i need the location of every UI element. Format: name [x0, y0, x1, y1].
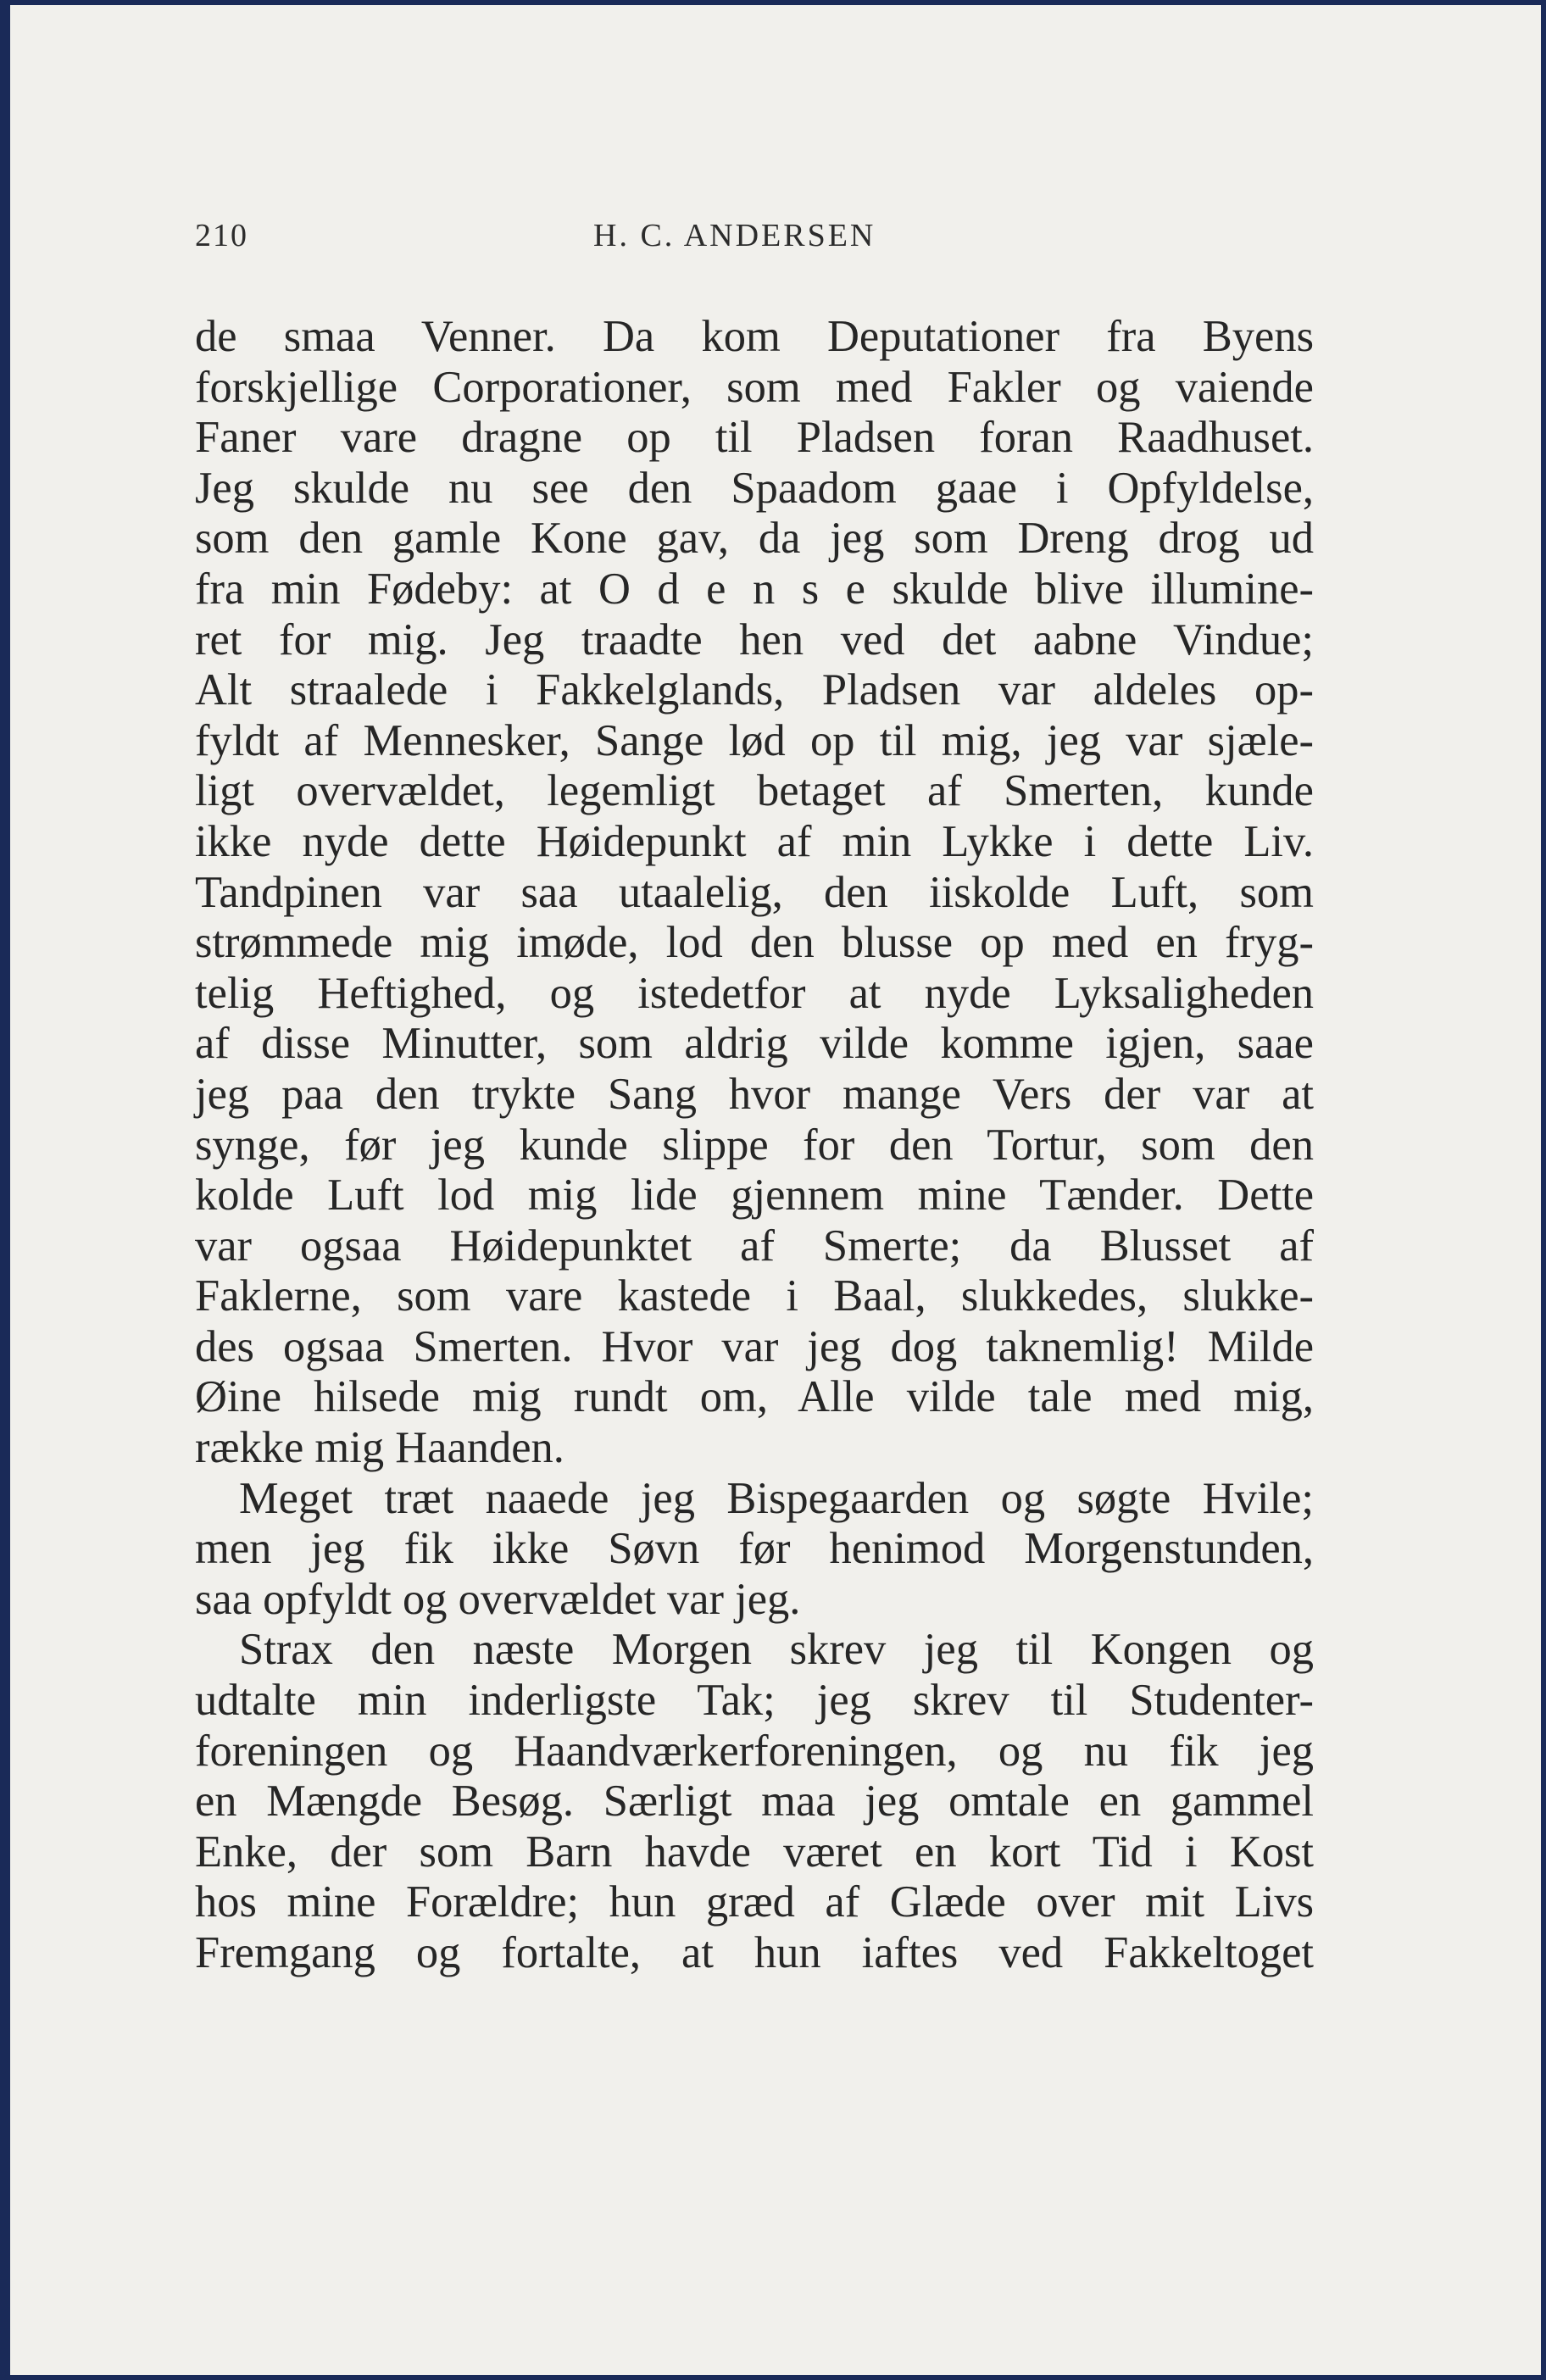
text-line: kolde Luft lod mig lide gjennem mine Tænder. Dette — [195, 1171, 1314, 1221]
text-line: Øine hilsede mig rundt om, Alle vilde tale med mig, — [195, 1372, 1314, 1422]
text-line: jeg paa den trykte Sang hvor mange Vers der var at — [195, 1069, 1314, 1119]
paragraph — [195, 1625, 1314, 1978]
text-line: Faner vare dragne op til Pladsen foran Raadhuset. — [195, 413, 1314, 463]
text-line: Alt straalede i Fakkelglands, Pladsen var aldeles op- — [195, 665, 1314, 715]
text-line: ikke nyde dette Høidepunkt af min Lykke i dette Liv. — [195, 816, 1314, 866]
text-line: fyldt af Mennesker, Sange lød op til mig, jeg var sjæle- — [195, 715, 1314, 765]
text-line: af disse Minutter, som aldrig vilde komme igjen, saae — [195, 1019, 1314, 1069]
body-text — [195, 312, 1314, 1979]
text-line: synge, før jeg kunde slippe for den Tortur, som den — [195, 1120, 1314, 1170]
text-line: Fremgang og fortalte, at hun iaftes ved Fakkeltoget — [195, 1928, 1314, 1977]
text-line: fra min Fødeby: at O d e n s e skulde blive illumine- — [195, 564, 1314, 614]
text-line: telig Heftighed, og istedetfor at nyde Lyksaligheden — [195, 968, 1314, 1018]
page-number: 210 — [195, 218, 248, 253]
text-line: foreningen og Haandværkerforeningen, og nu fik jeg — [195, 1726, 1314, 1776]
paragraph — [195, 1474, 1314, 1626]
text-line: de smaa Venner. Da kom Deputationer fra Byens — [195, 312, 1314, 361]
text-line: des ogsaa Smerten. Hvor var jeg dog taknemlig! Milde — [195, 1321, 1314, 1371]
text-line: forskjellige Corporationer, som med Fakler og vaiende — [195, 362, 1314, 412]
text-line: ret for mig. Jeg traadte hen ved det aabne Vindue; — [195, 614, 1314, 665]
running-head: H. C. ANDERSEN — [593, 218, 876, 253]
text-line: Meget træt naaede jeg Bispegaarden og søgte Hvile; — [239, 1473, 1314, 1523]
text-line: var ogsaa Høidepunktet af Smerte; da Blusset af — [195, 1221, 1314, 1271]
text-line: hos mine Forældre; hun græd af Glæde over mit Livs — [195, 1877, 1314, 1927]
text-line: række mig Haanden. — [195, 1423, 564, 1473]
text-line: ligt overvældet, legemligt betaget af Smerten, kunde — [195, 766, 1314, 816]
page-header — [195, 217, 1314, 268]
text-line: Strax den næste Morgen skrev jeg til Kongen og — [239, 1625, 1314, 1675]
text-line: Tandpinen var saa utaalelig, den iiskolde Luft, som — [195, 867, 1314, 917]
text-line: Faklerne, som vare kastede i Baal, slukkedes, slukke- — [195, 1271, 1314, 1321]
text-line: Enke, der som Barn havde været en kort Tid i Kost — [195, 1827, 1314, 1877]
text-line: som den gamle Kone gav, da jeg som Dreng drog ud — [195, 514, 1314, 564]
text-line: saa opfyldt og overvældet var jeg. — [195, 1574, 801, 1624]
text-line: men jeg fik ikke Søvn før henimod Morgenstunden, — [195, 1524, 1314, 1574]
text-line: en Mængde Besøg. Særligt maa jeg omtale en gammel — [195, 1777, 1314, 1827]
text-line: udtalte min inderligste Tak; jeg skrev til Studenter- — [195, 1676, 1314, 1726]
text-line: strømmede mig imøde, lod den blusse op med en fryg- — [195, 918, 1314, 968]
text-line: Jeg skulde nu see den Spaadom gaae i Opfyldelse, — [195, 463, 1314, 513]
book-page — [10, 5, 1541, 2375]
paragraph — [195, 312, 1314, 1474]
